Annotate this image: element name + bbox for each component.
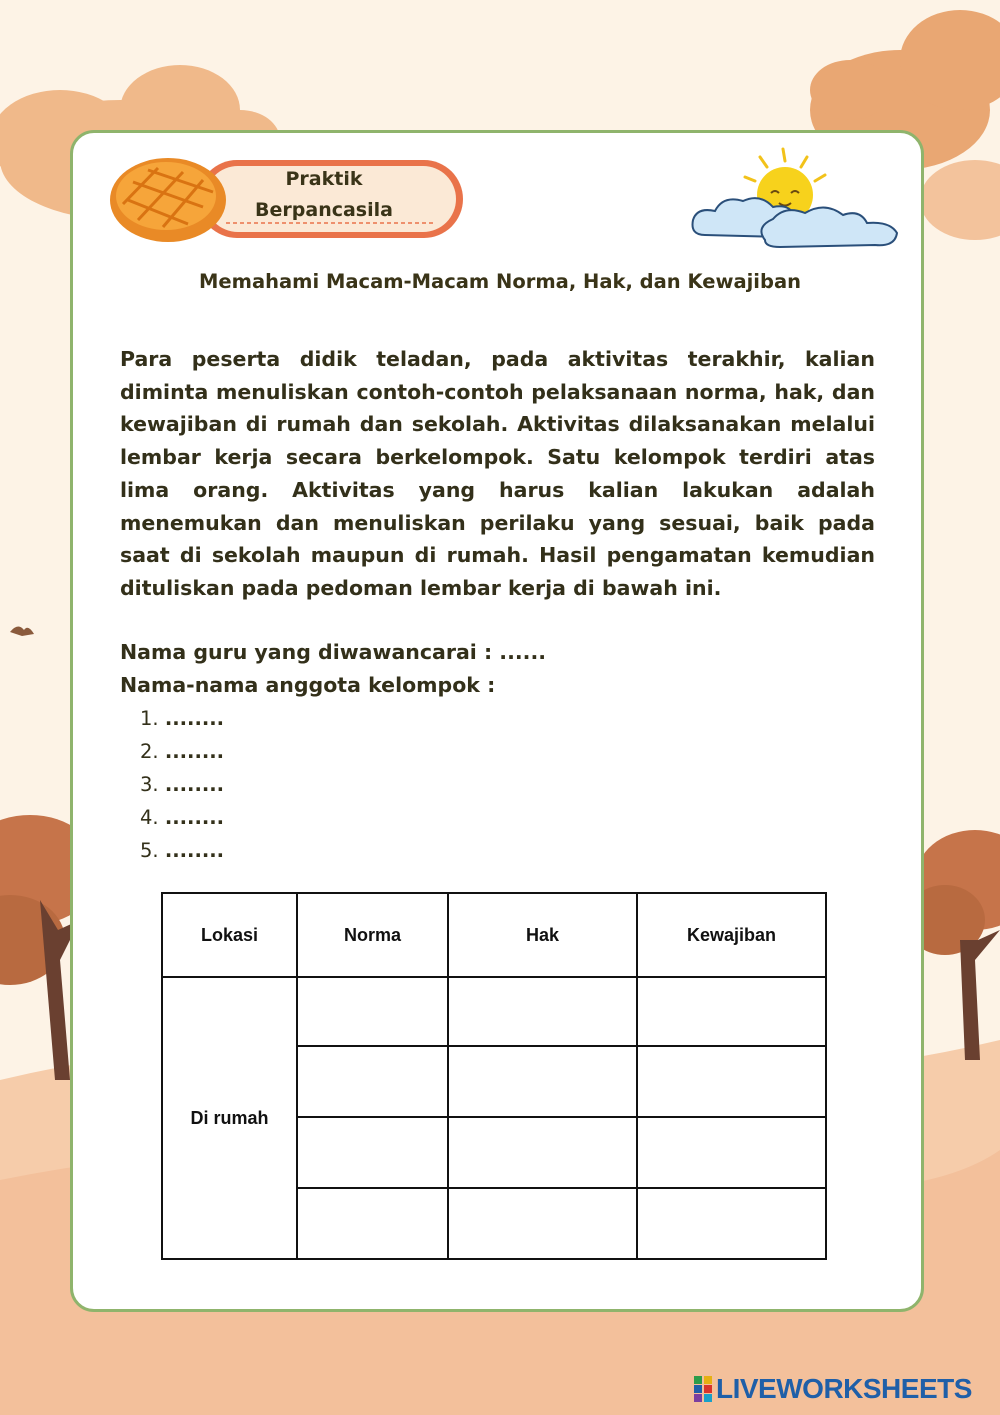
teacher-name-label: Nama guru yang diwawancarai : ......: [120, 640, 547, 664]
norma-cell[interactable]: [297, 1117, 448, 1188]
logo-text: LIVEWORKSHEETS: [716, 1373, 972, 1404]
cloud-mid-right: [920, 160, 1000, 240]
members-label: Nama-nama anggota kelompok :: [120, 673, 496, 697]
header-norma: Norma: [297, 893, 448, 977]
member-item: [140, 740, 224, 763]
liveworksheets-logo[interactable]: [694, 1372, 972, 1406]
kewajiban-input[interactable]: [638, 978, 825, 1045]
member-blank[interactable]: ........: [164, 740, 225, 763]
header-kewajiban: Kewajiban: [637, 893, 826, 977]
kewajiban-input[interactable]: [638, 1047, 825, 1116]
sun-cloud-illustration: [685, 145, 905, 255]
table-header-row: [162, 893, 826, 977]
badge-line-2: Berpancasila: [255, 199, 393, 221]
hak-cell[interactable]: [448, 1046, 637, 1117]
norma-input[interactable]: [298, 1118, 447, 1187]
kewajiban-cell[interactable]: [637, 1188, 826, 1259]
hak-input[interactable]: [449, 1047, 636, 1116]
logo-blocks-icon: [694, 1376, 712, 1402]
member-item: [140, 839, 224, 862]
member-number: 3.: [140, 773, 159, 796]
member-number: 1.: [140, 707, 159, 730]
member-blank[interactable]: ........: [164, 806, 225, 829]
member-item: [140, 806, 224, 829]
norma-input[interactable]: [298, 1047, 447, 1116]
hak-cell[interactable]: [448, 1117, 637, 1188]
norma-cell[interactable]: [297, 977, 448, 1046]
instructions-paragraph: Para peserta didik teladan, pada aktivitas terakhir, kalian diminta menuliskan contoh-contoh pelaksanaan norma, hak, dan kewajiban di rumah dan sekolah. Aktivitas dilaksanakan melalui lembar kerja secara berkelompok. Satu kelompok terdiri atas lima orang. Aktivitas yang harus kalian lakukan adalah menemukan dan menuliskan perilaku yang sesuai, baik pada saat di sekolah maupun di rumah. Hasil pengamatan kemudian dituliskan pada pedoman lembar kerja di bawah ini.: [120, 347, 875, 600]
member-blank[interactable]: ........: [164, 839, 225, 862]
member-blank[interactable]: ........: [164, 707, 225, 730]
member-number: 4.: [140, 806, 159, 829]
worksheet-table: [161, 892, 827, 1260]
table-row: [162, 977, 826, 1046]
bird: [10, 626, 34, 636]
header-lokasi: Lokasi: [162, 893, 297, 977]
member-item: [140, 773, 224, 796]
hak-input[interactable]: [449, 1118, 636, 1187]
hak-cell[interactable]: [448, 977, 637, 1046]
kewajiban-cell[interactable]: [637, 977, 826, 1046]
member-number: 2.: [140, 740, 159, 763]
hak-input[interactable]: [449, 1189, 636, 1258]
worksheet-subtitle: Memahami Macam-Macam Norma, Hak, dan Kewajiban: [199, 270, 801, 293]
kewajiban-input[interactable]: [638, 1118, 825, 1187]
norma-cell[interactable]: [297, 1188, 448, 1259]
kewajiban-input[interactable]: [638, 1189, 825, 1258]
norma-input[interactable]: [298, 1189, 447, 1258]
badge-line-1: Praktik: [285, 168, 363, 190]
member-item: [140, 707, 224, 730]
hak-input[interactable]: [449, 978, 636, 1045]
norma-cell[interactable]: [297, 1046, 448, 1117]
header-hak: Hak: [448, 893, 637, 977]
kewajiban-cell[interactable]: [637, 1046, 826, 1117]
member-number: 5.: [140, 839, 159, 862]
kewajiban-cell[interactable]: [637, 1117, 826, 1188]
hak-cell[interactable]: [448, 1188, 637, 1259]
member-blank[interactable]: ........: [164, 773, 225, 796]
badge-title: [224, 164, 424, 226]
location-cell: Di rumah: [162, 977, 297, 1259]
norma-input[interactable]: [298, 978, 447, 1045]
